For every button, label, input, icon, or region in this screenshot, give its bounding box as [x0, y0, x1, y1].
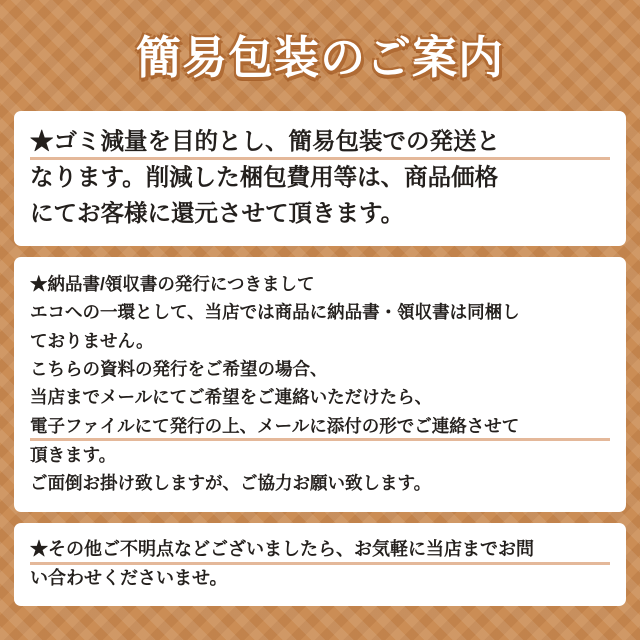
page-title: 簡易包装のご案内	[135, 31, 504, 84]
notice-line: ご面倒お掛け致しますが、ご協力お願い致します。	[30, 473, 432, 494]
notice-line: エコへの一環として、当店では商品に納品書・領収書は同梱し	[30, 302, 520, 323]
notice-block-eco-packaging	[14, 111, 626, 246]
notice-line: 当店までメールにてご希望をご連絡いただけたら、	[30, 387, 433, 408]
notice-line: ★ゴミ減量を目的とし、簡易包装での発送と	[30, 124, 610, 161]
notice-line: なります。削減した梱包費用等は、商品価格	[30, 164, 499, 191]
notice-line: ★その他ご不明点などございましたら、お気軽に当店までお問	[30, 536, 610, 565]
notice-block-invoice-receipt	[14, 257, 626, 512]
notice-line: こちらの資料の発行をご希望の場合、	[30, 358, 328, 379]
notice-line: い合わせくださいませ。	[30, 567, 228, 588]
notice-line: ておりません。	[30, 330, 154, 351]
notice-line: 頂きます。	[30, 444, 117, 465]
notice-block-contact	[14, 523, 626, 607]
notice-line: 電子ファイルにて発行の上、メールに添付の形でご連絡させて	[30, 412, 610, 441]
notice-line: にてお客様に還元させて頂きます。	[30, 200, 405, 227]
notice-line: ★納品書/領収書の発行につきまして	[30, 273, 315, 294]
